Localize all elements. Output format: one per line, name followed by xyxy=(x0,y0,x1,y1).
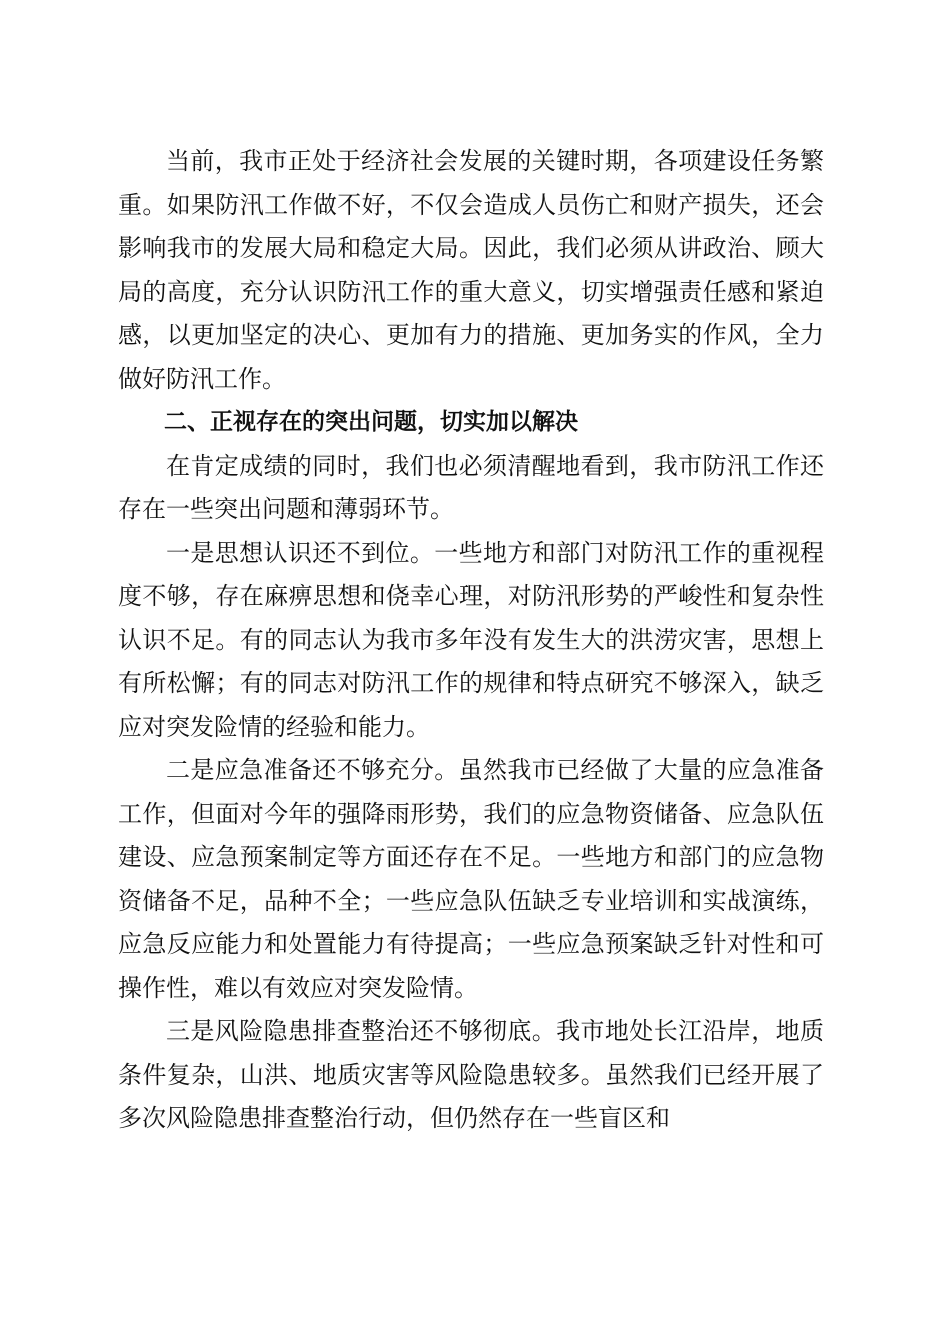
paragraph-importance xyxy=(118,140,824,401)
paragraph-lead: 一是思想认识还不到位。 xyxy=(166,538,435,567)
paragraph-problem-3 xyxy=(118,1010,824,1141)
paragraph-text: 一些地方和部门对防汛工作的重视程度不够，存在麻痹思想和侥幸心理，对防汛形势的严峻性和复杂性认识不足。有的同志认为我市多年没有发生大的洪涝灾害，思想上有所松懈；有的同志对防汛工作的规律和特点研究不够深入，缺乏应对突发险情的经验和能力。 xyxy=(118,538,825,741)
paragraph-text: 当前，我市正处于经济社会发展的关键时期，各项建设任务繁重。如果防汛工作做不好，不仅会造成人员伤亡和财产损失，还会影响我市的发展大局和稳定大局。因此，我们必须从讲政治、顾大局的高度，充分认识防汛工作的重大意义，切实增强责任感和紧迫感，以更加坚定的决心、更加有力的措施、更加务实的作风，全力做好防汛工作。 xyxy=(118,147,824,393)
paragraph-problem-1 xyxy=(118,532,824,750)
paragraph-text: 在肯定成绩的同时，我们也必须清醒地看到，我市防汛工作还存在一些突出问题和薄弱环节。 xyxy=(118,451,824,523)
document-body xyxy=(118,140,824,1141)
paragraph-problem-2 xyxy=(118,749,824,1010)
paragraph-text: 虽然我市已经做了大量的应急准备工作，但面对今年的强降雨形势，我们的应急物资储备、应急队伍建设、应急预案制定等方面还存在不足。一些地方和部门的应急物资储备不足，品种不全；一些应急队伍缺乏专业培训和实战演练，应急反应能力和处置能力有待提高；一些应急预案缺乏针对性和可操作性，难以有效应对突发险情。 xyxy=(118,756,825,1002)
paragraph-lead: 三是风险隐患排查整治还不够彻底。 xyxy=(166,1017,557,1045)
paragraph-lead: 二是应急准备还不够充分。 xyxy=(166,756,459,784)
paragraph-text: 我市地处长江沿岸，地质条件复杂，山洪、地质灾害等风险隐患较多。虽然我们已经开展了多次风险隐患排查整治行动，但仍然存在一些盲区和 xyxy=(118,1017,825,1132)
section-heading-problems xyxy=(118,401,824,445)
paragraph-problems-intro xyxy=(118,445,824,532)
section-heading-text: 二、正视存在的突出问题，切实加以解决 xyxy=(164,409,578,435)
